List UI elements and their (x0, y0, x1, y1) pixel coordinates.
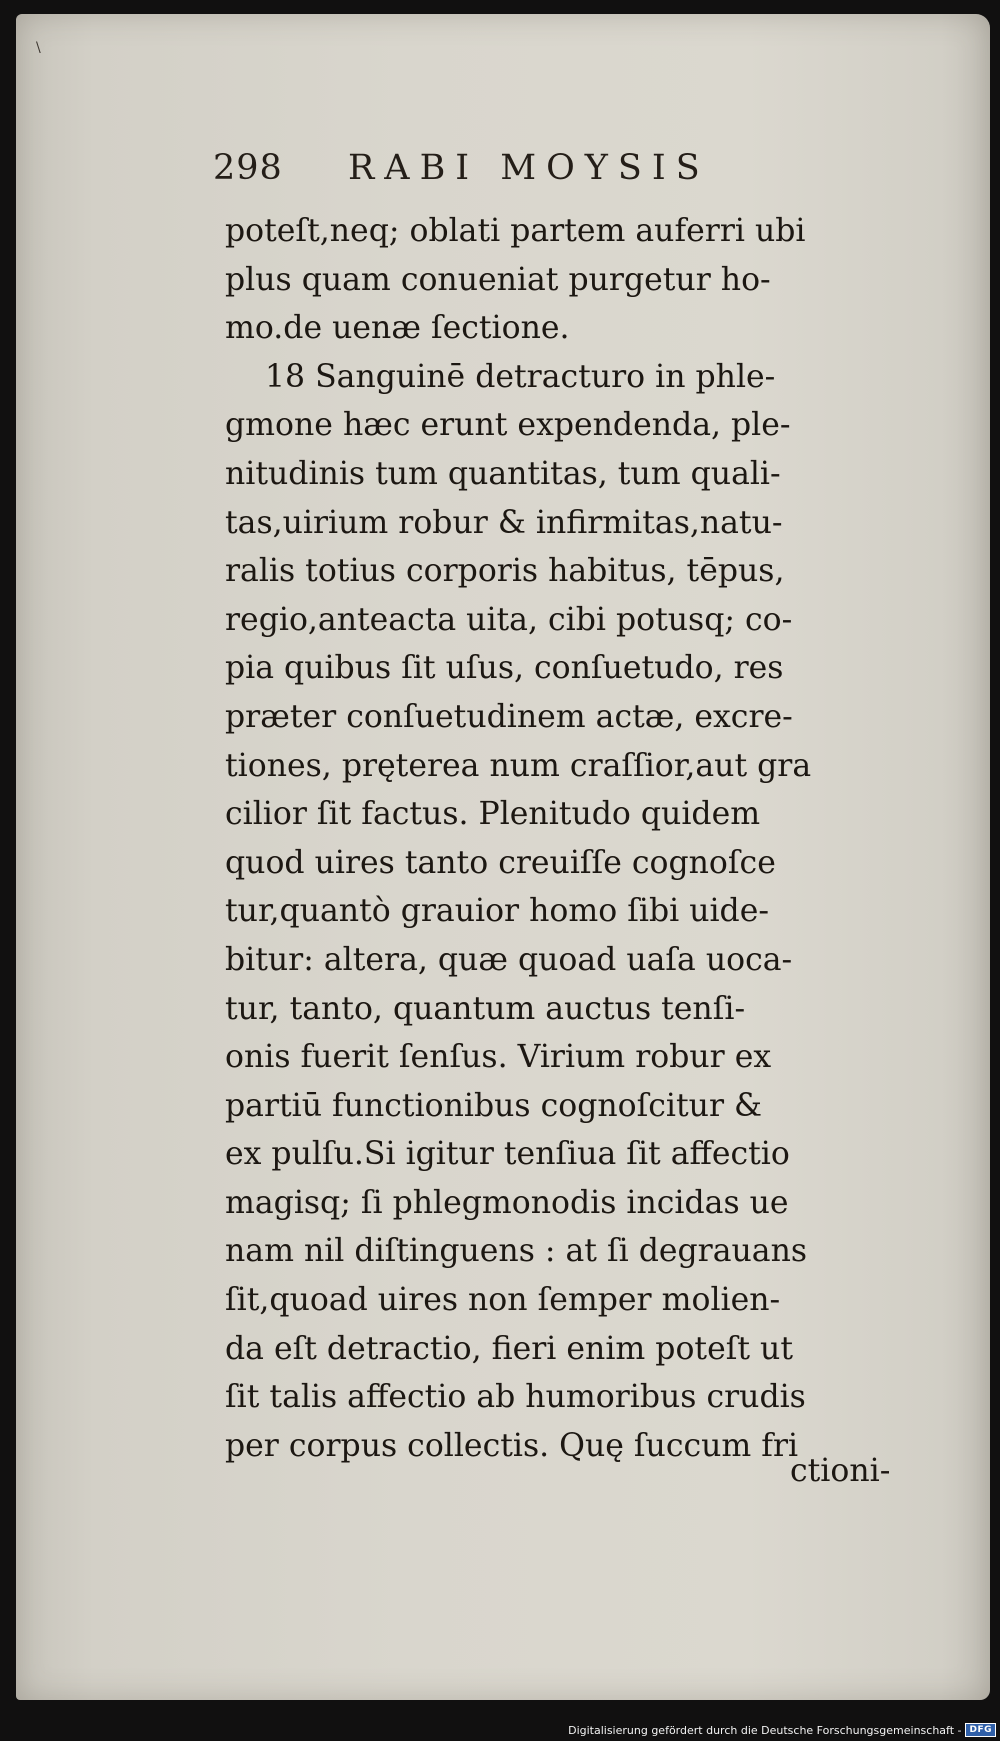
digitization-credit (568, 1723, 996, 1737)
running-head (213, 148, 893, 188)
page-number: 298 (213, 148, 283, 188)
text-line: poteſt,neq; oblati partem auferri ubi (225, 213, 806, 249)
text-line: bitur: altera, quæ quoad uaſa uoca- (225, 941, 793, 978)
text-line: gmone hæc erunt expendenda, ple- (225, 407, 791, 444)
text-line: ralis totius corporis habitus, tēpus, (225, 553, 785, 590)
text-line: plus quam conueniat purgetur ho- (225, 261, 771, 298)
text-line: quod uires tanto creuiſſe cognoſce (225, 844, 776, 881)
text-line: pia quibus ſit uſus, conſuetudo, res (225, 650, 784, 687)
section-start-line: 18 Sanguinē detracturo in phle- (265, 358, 776, 395)
text-line: tur,quantò grauior homo ſibi uide- (225, 893, 770, 930)
running-title: RABI MOYSIS (347, 148, 710, 188)
text-line: tur, tanto, quantum auctus tenſi- (225, 990, 746, 1027)
text-line: partiū functionibus cognoſcitur & (225, 1087, 763, 1124)
text-line: per corpus collectis. Quę ſuccum fri (225, 1427, 799, 1464)
corner-mark: \ (36, 40, 41, 56)
dfg-logo-icon: DFG (965, 1723, 996, 1737)
text-line: ſit,quoad uires non ſemper molien- (225, 1282, 781, 1319)
text-line: magisq; ſi phlegmonodis incidas ue (225, 1184, 789, 1221)
text-line: onis fuerit ſenſus. Virium robur ex (225, 1039, 772, 1076)
text-line: cilior ſit factus. Plenitudo quidem (225, 796, 761, 833)
text-line: da eſt detractio, fieri enim poteſt ut (225, 1330, 793, 1367)
body-text (225, 207, 905, 1470)
text-line: nitudinis tum quantitas, tum quali- (225, 455, 781, 492)
text-line: tiones, pręterea num craſſior,aut gra (225, 747, 812, 784)
credit-text: Digitalisierung gefördert durch die Deutsche Forschungsgemeinschaft - (568, 1723, 962, 1737)
text-line: præter conſuetudinem actæ, excre- (225, 698, 793, 735)
text-line: mo.de uenæ ſectione. (225, 310, 570, 347)
text-line: ſit talis affectio ab humoribus crudis (225, 1379, 806, 1416)
text-line: nam nil diſtinguens : at ſi degrauans (225, 1233, 808, 1270)
text-line: regio,anteacta uita, cibi potusq; co- (225, 601, 793, 638)
text-line: tas,uirium robur & infirmitas,natu- (225, 504, 783, 541)
text-line: ex pulſu.Si igitur tenſiua ſit affectio (225, 1136, 790, 1173)
catchword: ctioni- (790, 1453, 891, 1489)
